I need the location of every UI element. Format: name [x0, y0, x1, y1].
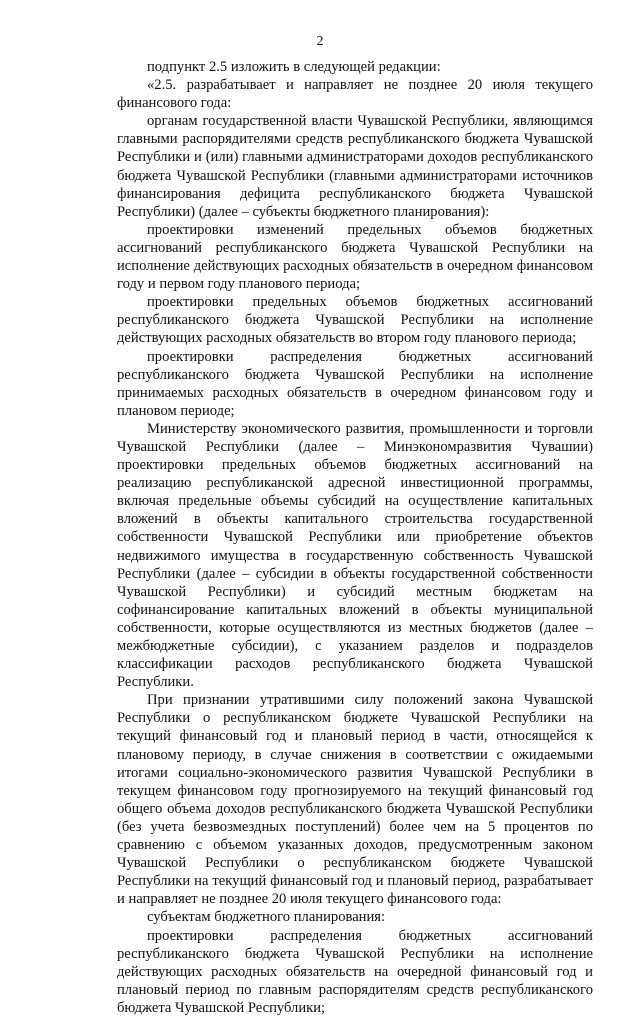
- paragraph: При признании утратившими силу положений закона Чувашской Республики о республиканском бюджете Чувашской Республики на текущий финансовый год и плановый период в части, относящейся к плановому периоду, в случае снижения в соответствии с ожидаемыми итогами социально-экономического развития Чувашской Республики в текущем финансовом году прогнозируемого на текущий финансовый год общего объема доходов республиканского бюджета Чувашской Республики (без учета безвозмездных поступлений) более чем на 5 процентов по сравнению с объемом указанных доходов, предусмотренным законом Чувашской Республики о республиканском бюджете Чувашской Республики на текущий финансовый год и плановый период, разрабатывает и направляет не позднее 20 июля текущего финансового года:: [117, 692, 593, 908]
- paragraph: проектировки распределения бюджетных ассигнований республиканского бюджета Чувашской Республики на исполнение принимаемых расходных обязательств в очередном финансовом году и плановом периоде;: [117, 348, 593, 419]
- paragraph: проектировки изменений предельных объемов бюджетных ассигнований республиканского бюджета Чувашской Республики на исполнение действующих расходных обязательств в очередном финансовом году и первом году планового периода;: [117, 221, 593, 293]
- paragraph: органам государственной власти Чувашской Республики, являющимся главными распорядителями средств республиканского бюджета Чувашской Республики и (или) главными администраторами доходов республиканского бюджета Чувашской Республики (главными администраторами источников финансирования дефицита республиканского бюджета Чувашской Республики) (далее – субъекты бюджетного планирования):: [117, 113, 593, 220]
- paragraph: субъектам бюджетного планирования:: [147, 909, 386, 926]
- paragraph: подпункт 2.5 изложить в следующей редакции:: [147, 59, 441, 75]
- document-body: [117, 58, 593, 1017]
- paragraph: «2.5. разрабатывает и направляет не позднее 20 июля текущего финансового года:: [117, 77, 593, 112]
- paragraph: проектировки распределения бюджетных ассигнований республиканского бюджета Чувашской Республики на исполнение действующих расходных обязательств на очередной финансовый год и плановый период по главным распорядителям средств республиканского бюджета Чувашской Республики;: [117, 927, 593, 1016]
- page-number: 2: [316, 34, 324, 49]
- paragraph: проектировки предельных объемов бюджетных ассигнований республиканского бюджета Чувашской Республики на исполнение действующих расходных обязательств во втором году планового периода;: [117, 294, 593, 347]
- paragraph: Министерству экономического развития, промышленности и торговли Чувашской Республики (далее – Минэкономразвития Чувашии) проектировки предельных объемов бюджетных ассигнований на реализацию республиканской адресной инвестиционной программы, включая предельные объемы субсидий на осуществление капитальных вложений в объекты капитального строительства государственной собственности Чувашской Республики или приобретение объектов недвижимого имущества в государственную собственность Чувашской Республики (далее – субсидии в объекты государственной собственности Чувашской Республики) и субсидий местным бюджетам на софинансирование капитальных вложений в объекты муниципальной собственности, которые осуществляются из местных бюджетов (далее – межбюджетные субсидии), с указанием разделов и подразделов классификации расходов республиканского бюджета Чувашской Республики.: [117, 420, 593, 691]
